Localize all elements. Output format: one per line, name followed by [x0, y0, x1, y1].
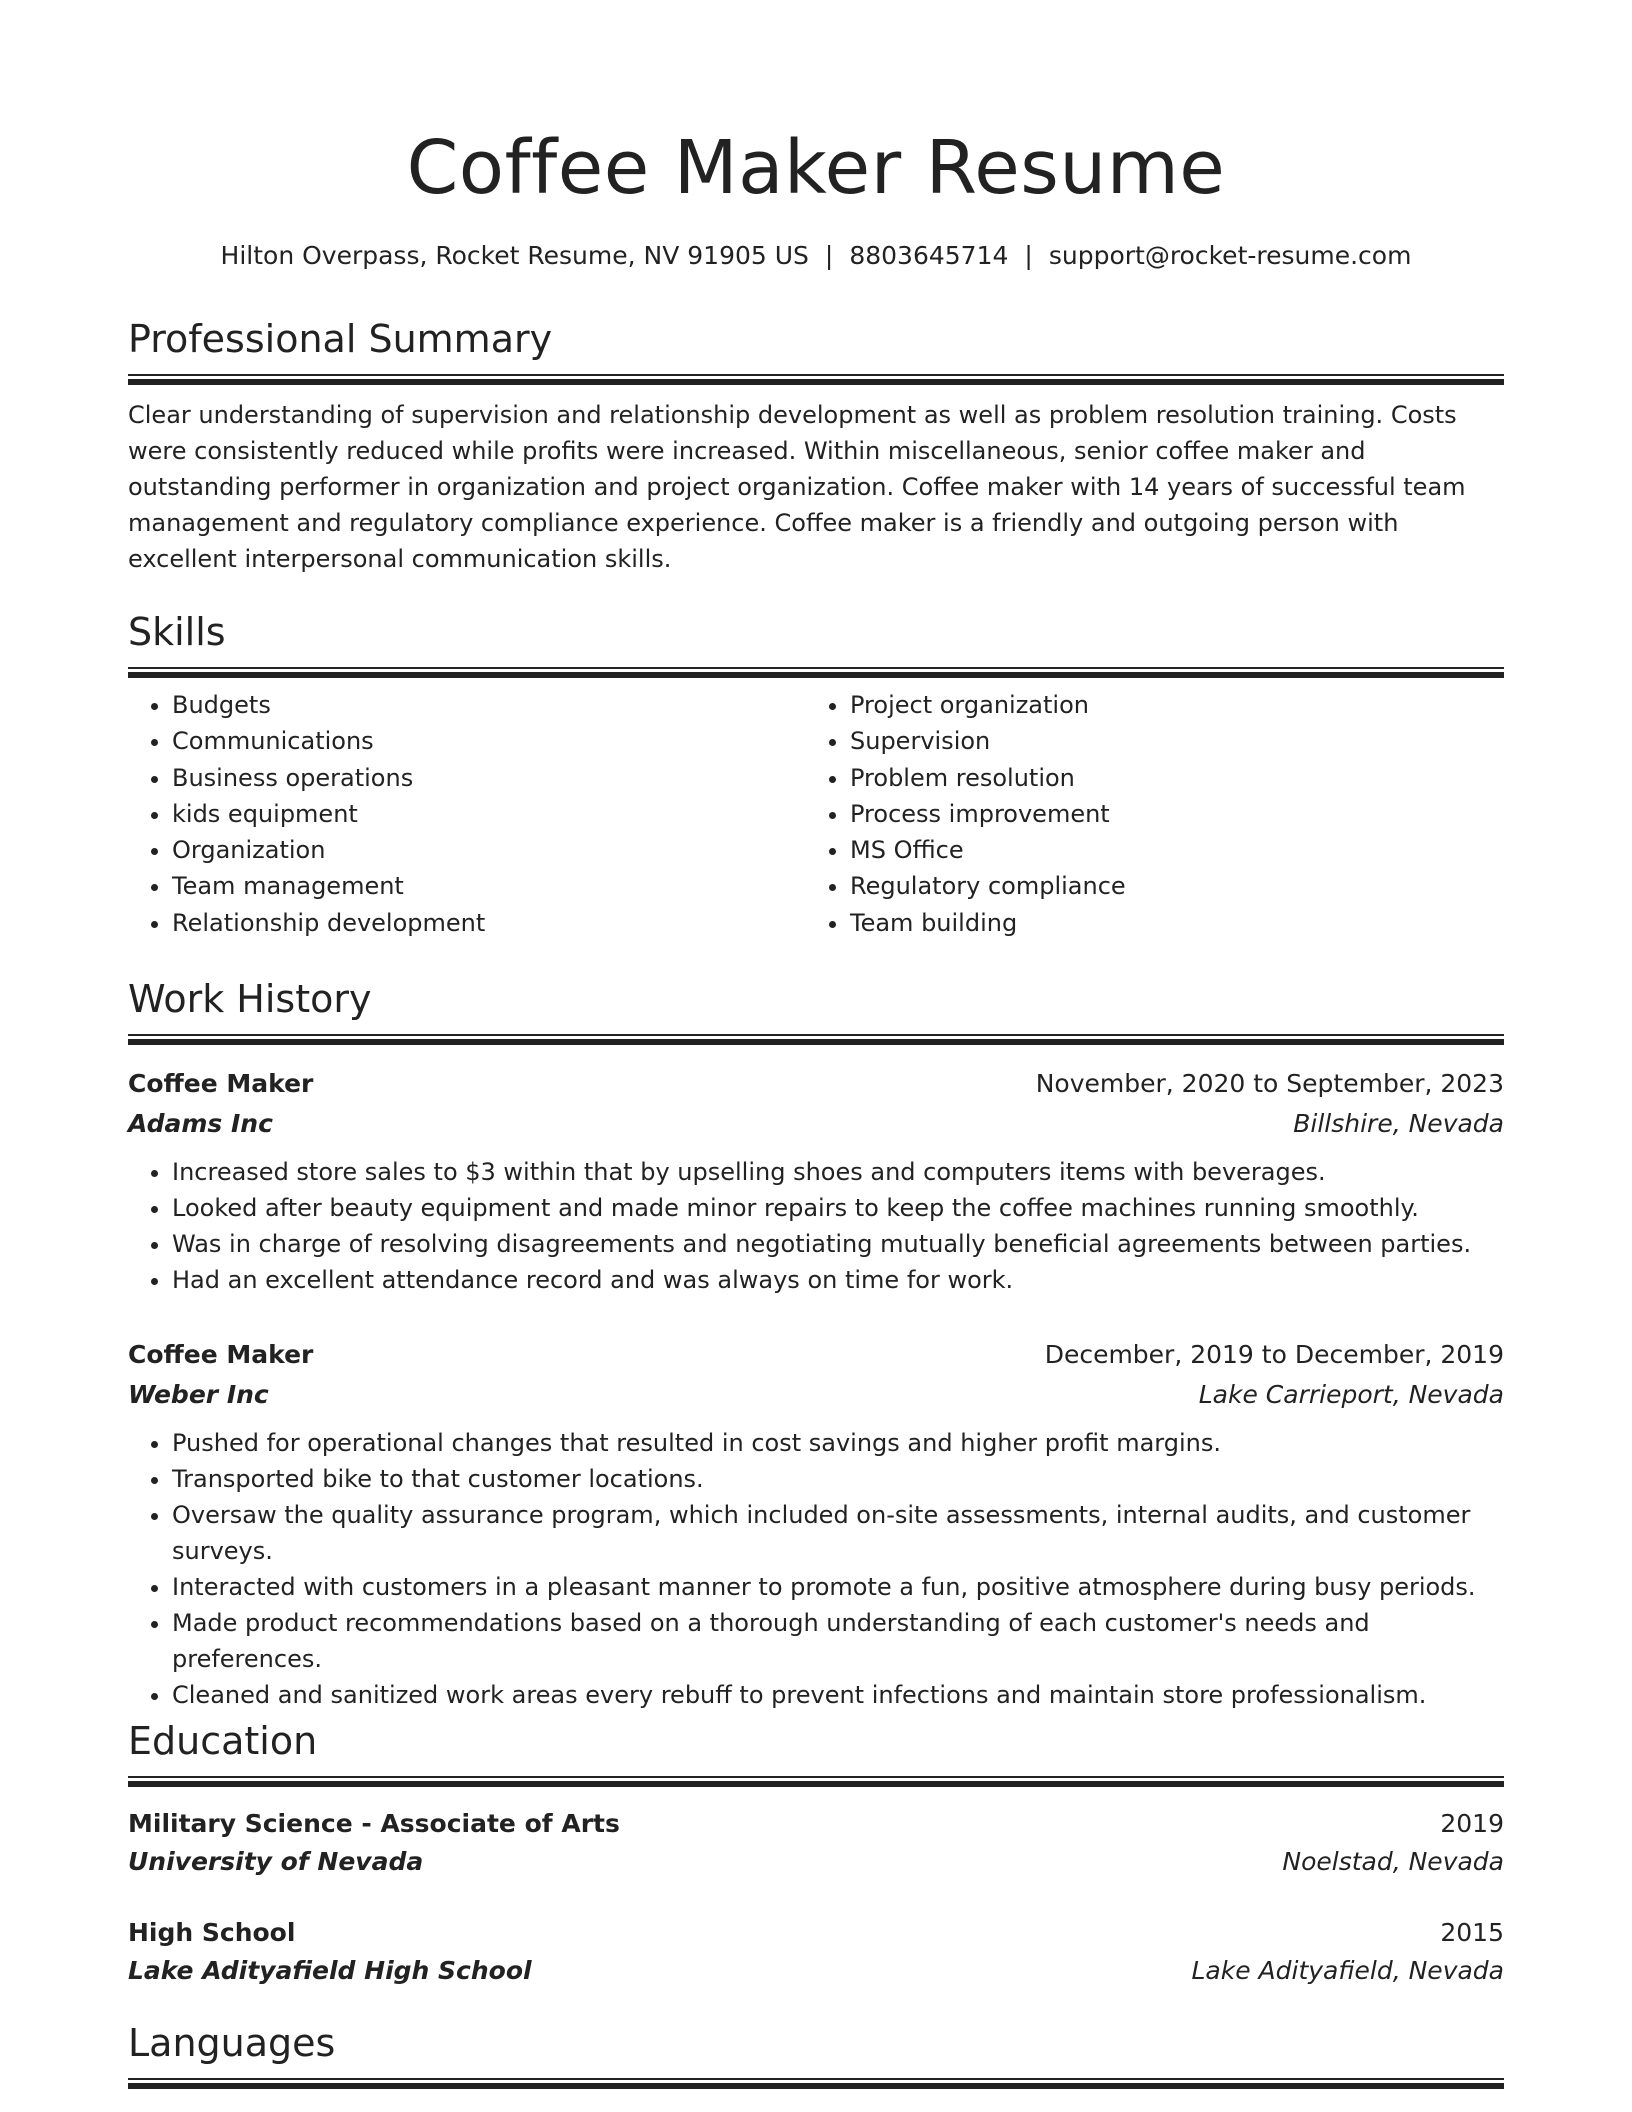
job-bullet: • Cleaned and sanitized work areas every rebuff to prevent infections and maintain store professionalism. [172, 1677, 1504, 1713]
job-subheader [128, 1375, 1504, 1415]
education-subheader [128, 1952, 1504, 1990]
job-bullet: • Made product recommendations based on a thorough understanding of each customer's needs and preferences. [172, 1605, 1504, 1677]
section-divider [128, 1034, 1504, 1044]
job-bullet: • Looked after beauty equipment and made minor repairs to keep the coffee machines running smoothly. [172, 1190, 1504, 1226]
skills-grid [128, 687, 1504, 941]
skill-item: • Relationship development [172, 905, 806, 941]
job-bullet: • Had an excellent attendance record and was always on time for work. [172, 1262, 1504, 1298]
skill-item: • kids equipment [172, 796, 806, 832]
skill-item: • Process improvement [850, 796, 1484, 832]
resume-title: Coffee Maker Resume [406, 125, 1226, 211]
job-header [128, 1335, 1504, 1375]
education-degree: High School [128, 1918, 296, 1947]
section-divider [128, 374, 1504, 384]
section-heading-summary: Professional Summary [128, 317, 553, 361]
skill-item: • Supervision [850, 723, 1484, 759]
work-history-section [128, 974, 1504, 1044]
section-divider [128, 667, 1504, 677]
job-bullet: • Interacted with customers in a pleasant manner to promote a fun, positive atmosphere during busy periods. [172, 1569, 1504, 1605]
skill-item: • MS Office [850, 832, 1484, 868]
education-year: 2019 [1440, 1809, 1504, 1838]
job-company: Adams Inc [128, 1109, 273, 1138]
job-entry [128, 1335, 1504, 1713]
job-bullet: • Pushed for operational changes that resulted in cost savings and higher profit margins. [172, 1425, 1504, 1461]
job-header [128, 1064, 1504, 1104]
section-heading-languages: Languages [128, 2021, 336, 2065]
job-location: Lake Carrieport, Nevada [1198, 1380, 1504, 1409]
contact-line [128, 238, 1504, 274]
education-school: University of Nevada [128, 1847, 424, 1876]
skill-item: • Team management [172, 868, 806, 904]
skill-item: • Communications [172, 723, 806, 759]
education-section [128, 1716, 1504, 1786]
job-bullets [128, 1154, 1504, 1298]
education-entry [128, 1914, 1504, 1990]
education-header [128, 1914, 1504, 1952]
section-heading-education: Education [128, 1719, 318, 1763]
job-bullet: • Transported bike to that customer locations. [172, 1461, 1504, 1497]
job-entry [128, 1064, 1504, 1298]
section-heading-work-history: Work History [128, 977, 372, 1021]
job-bullet: • Was in charge of resolving disagreements and negotiating mutually beneficial agreements between parties. [172, 1226, 1504, 1262]
contact-separator: | [1024, 241, 1033, 270]
job-bullet: • Oversaw the quality assurance program, which included on-site assessments, internal audits, and customer surveys. [172, 1497, 1504, 1569]
education-location: Lake Adityafield, Nevada [1191, 1956, 1504, 1985]
summary-text: Clear understanding of supervision and relationship development as well as problem resolution training. Costs were consistently reduced while profits were increased. Within miscellaneous, senior coffee maker and outstanding performer in organization and project organization. Coffee maker with 14 years of successful team management and regulatory compliance experience. Coffee maker is a friendly and outgoing person with excellent interpersonal communication skills. [128, 401, 1466, 573]
section-heading-skills: Skills [128, 610, 226, 654]
job-title: Coffee Maker [128, 1340, 314, 1369]
skill-item: • Organization [172, 832, 806, 868]
skills-section [128, 607, 1504, 941]
summary-section [128, 314, 1504, 577]
job-company: Weber Inc [128, 1380, 269, 1409]
contact-email[interactable]: support@rocket-resume.com [1048, 241, 1412, 270]
contact-address: Hilton Overpass, Rocket Resume, NV 91905 US [220, 241, 809, 270]
section-divider [128, 2078, 1504, 2088]
job-bullets [128, 1425, 1504, 1713]
education-location: Noelstad, Nevada [1282, 1847, 1504, 1876]
education-header [128, 1805, 1504, 1843]
job-title: Coffee Maker [128, 1069, 314, 1098]
skill-item: • Team building [850, 905, 1484, 941]
contact-separator: | [824, 241, 834, 270]
job-dates: December, 2019 to December, 2019 [1044, 1340, 1504, 1369]
education-year: 2015 [1440, 1918, 1504, 1947]
skill-item: • Budgets [172, 687, 806, 723]
education-school: Lake Adityafield High School [128, 1956, 532, 1985]
job-subheader [128, 1104, 1504, 1144]
education-subheader [128, 1843, 1504, 1881]
education-entry [128, 1805, 1504, 1881]
job-dates: November, 2020 to September, 2023 [1035, 1069, 1504, 1098]
contact-phone: 8803645714 [849, 241, 1009, 270]
job-bullet: • Increased store sales to $3 within that by upselling shoes and computers items with beverages. [172, 1154, 1504, 1190]
section-divider [128, 1776, 1504, 1786]
skill-item: • Business operations [172, 760, 806, 796]
job-location: Billshire, Nevada [1293, 1109, 1504, 1138]
skill-item: • Problem resolution [850, 760, 1484, 796]
skills-list-right [806, 687, 1484, 941]
skill-item: • Regulatory compliance [850, 868, 1484, 904]
languages-section [128, 2018, 1504, 2088]
skills-list-left [128, 687, 806, 941]
skill-item: • Project organization [850, 687, 1484, 723]
education-degree: Military Science - Associate of Arts [128, 1809, 620, 1838]
